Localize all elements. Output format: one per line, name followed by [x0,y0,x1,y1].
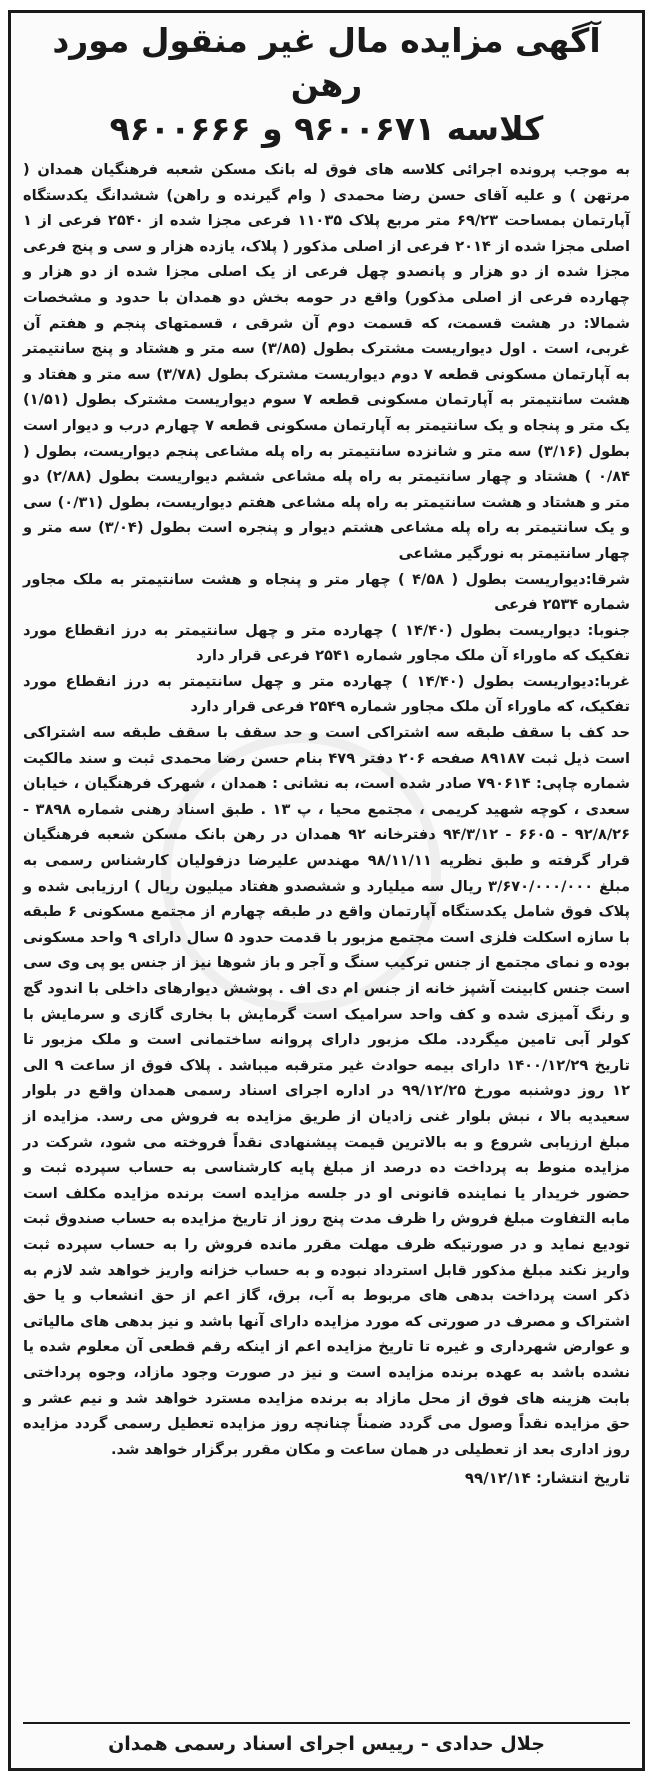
paragraph-main: به موجب پرونده اجرائی کلاسه های فوق له بانک مسکن شعبه فرهنگیان همدان ( مرتهن ) و علیه آقای حسن رضا محمدی ( وام گیرنده و راهن) ششدانگ یکدستگاه آپارتمان بمساحت ۶۹/۲۳ متر مربع پلاک ۱۱۰۳۵ فرعی مجزا شده از ۲۵۴۰ فرعی از ۱ اصلی مجزا شده از ۲۰۱۴ فرعی از اصلی مذکور ( پلاک، یازده هزار و سی و پنج فرعی مجزا شده از دو هزار و پانصدو چهل فرعی از یک اصلی مجزا شده از دو هزار و چهارده فرعی از اصلی مذکور) واقع در حومه بخش دو همدان با حدود و مشخصات شمالا: در هشت قسمت، که قسمت دوم آن شرقی ، قسمتهای پنجم و هفتم آن غربی، است . اول دیواریست مشترک بطول (۳/۸۵) سه متر و هشتاد و پنج سانتیمتر به آپارتمان مسکونی قطعه ۷ دوم دیواریست مشترک بطول (۳/۷۸) سه متر و هفتاد و هشت سانتیمتر به آپارتمان مسکونی قطعه ۷ سوم دیواریست مشترک بطول (۱/۵۱) یک متر و پنجاه و یک سانتیمتر به آپارتمان مسکونی قطعه ۷ چهارم درب و دیوار است بطول (۳/۱۶) سه متر و شانزده سانتیمتر به راه پله مشاعی پنجم دیواریست، بطول ( ۰/۸۴ ) هشتاد و چهار سانتیمتر به راه پله مشاعی ششم دیواریست بطول (۲/۸۸) دو متر و هشتاد و هشت سانتیمتر به راه پله مشاعی هفتم دیواریست، بطول (۰/۳۱) سی و یک سانتیمتر به راه پله مشاعی هشتم دیوار و پنجره است بطول (۳/۰۴) سه متر و چهار سانتیمتر به نورگیر مشاعی [23,161,631,562]
notice-title: آگهی مزایده مال غیر منقول مورد رهن [52,21,601,104]
case-number-title: کلاسه ۹۶۰۰۶۷۱ و ۹۶۰۰۶۶۶ [109,109,544,148]
paragraph-auction-terms: حد کف با سقف طبقه سه اشتراکی است و حد سقف با سقف طبقه سه اشتراکی است ذیل ثبت ۸۹۱۸۷ صفحه ۲۰۶ دفتر ۴۷۹ بنام حسن رضا محمدی ثبت و سند مالکیت شماره چاپی: ۷۹۰۶۱۴ صادر شده است، به نشانی : همدان ، شهرک فرهنگیان ، خیابان سعدی ، کوچه شهید کریمی ، مجتمع محیا ، پ ۱۳ . طبق اسناد رهنی شماره ۳۸۹۸ - ۹۲/۸/۲۶ - ۶۶۰۵ - ۹۴/۳/۱۲ دفترخانه ۹۲ همدان در رهن بانک مسکن شعبه فرهنگیان قرار گرفته و طبق نظریه ۹۸/۱۱/۱۱ مهندس علیرضا دزفولیان کارشناس رسمی به مبلغ ۳/۶۷۰/۰۰۰/۰۰۰ ریال سه میلیارد و ششصدو هفتاد میلیون ریال ) ارزیابی شده و پلاک فوق شامل یکدستگاه آپارتمان واقع در طبقه چهارم از مجتمع مسکونی ۶ طبقه با سازه اسکلت فلزی است مجتمع مزبور با قدمت حدود ۵ سال دارای ۹ واحد مسکونی بوده و نمای مجتمع از جنس ترکیب سنگ و آجر و باز شوها نیز از جنس یو پی وی سی است جنس کابینت آشپز خانه از جنس ام دی اف . پوشش دیوارهای داخلی با اندود گچ و رنگ آمیزی شده و کف واحد سرامیک است گرمایش با بخاری گازی و سرمایش با کولر آبی تامین میگردد. ملک مزبور دارای پروانه ساختمانی است و ملک مزبور تا تاریخ ۱۴۰۰/۱۲/۲۹ دارای بیمه حوادث غیر مترقبه میباشد . پلاک فوق از ساعت ۹ الی ۱۲ روز دوشنبه مورخ ۹۹/۱۲/۲۵ در اداره اجرای اسناد رسمی همدان واقع در بلوار سعیدیه بالا ، نبش بلوار غنی زادیان از طریق مزایده به فروش می رسد. مزایده از مبلغ ارزیابی شروع و به بالاترین قیمت پیشنهادی نقداً فروخته می شود، شرکت در مزایده منوط به پرداخت ده درصد از مبلغ پایه کارشناسی به حساب سپرده ثبت و حضور خریدار یا نماینده قانونی او در جلسه مزایده است برنده مزایده مکلف است مابه التفاوت مبلغ فروش را ظرف مدت پنج روز از تاریخ مزایده به حساب صندوق ثبت تودیع نماید و در صورتیکه ظرف مهلت مقرر مانده فروش را به حساب سپرده ثبت واریز نکند مبلغ مذکور قابل استرداد نبوده و به حساب خزانه واریز خواهد شد لازم به ذکر است پرداخت بدهی های مربوط به آب، برق، گاز اعم از حق انشعاب و یا حق اشتراک و مصرف در صورتی که مورد مزایده دارای آنها باشد و نیز بدهی های مالیاتی و عوارض شهرداری و غیره تا تاریخ مزایده اعم از اینکه رقم قطعی آن معلوم شده یا نشده باشد به عهده برنده مزایده است و نیز در صورت وجود مازاد، وجوه پرداختی بابت هزینه های فوق از محل مازاد به برنده مزایده مسترد خواهد شد و نیم عشر و حق مزایده نقداً وصول می گردد ضمناً چنانچه روز مزایده تعطیل رسمی گردد مزایده روز اداری بعد از تعطیلی در همان ساعت و مکان مقرر برگزار خواهد شد. [23,724,631,1458]
paragraph-south-boundary: جنوبا: دیواریست بطول (۱۴/۴۰ ) چهارده متر و چهل سانتیمتر به درز انقطاع مورد تفکیک که ماوراء آن ملک مجاور شماره ۲۵۴۱ فرعی قرار دارد [23,621,630,665]
signature: جلال حدادی - رییس اجرای اسناد رسمی همدان [23,1722,630,1758]
paragraph-west-boundary: غربا:دیواریست بطول (۱۴/۴۰ ) چهارده متر و چهل سانتیمتر به درز انقطاع مورد تفکیک، که ماوراء آن ملک مجاور شماره ۲۵۴۹ فرعی قرار دارد [23,672,630,716]
paragraph-east-boundary: شرقا:دیواریست بطول ( ۴/۵۸ ) چهار متر و پنجاه و هشت سانتیمتر به ملک مجاور شماره ۲۵۳۴ فرعی [23,570,630,614]
auction-notice [8,10,645,1771]
notice-body [23,157,630,1462]
publish-date: تاریخ انتشار: ۹۹/۱۲/۱۴ [464,1469,630,1488]
